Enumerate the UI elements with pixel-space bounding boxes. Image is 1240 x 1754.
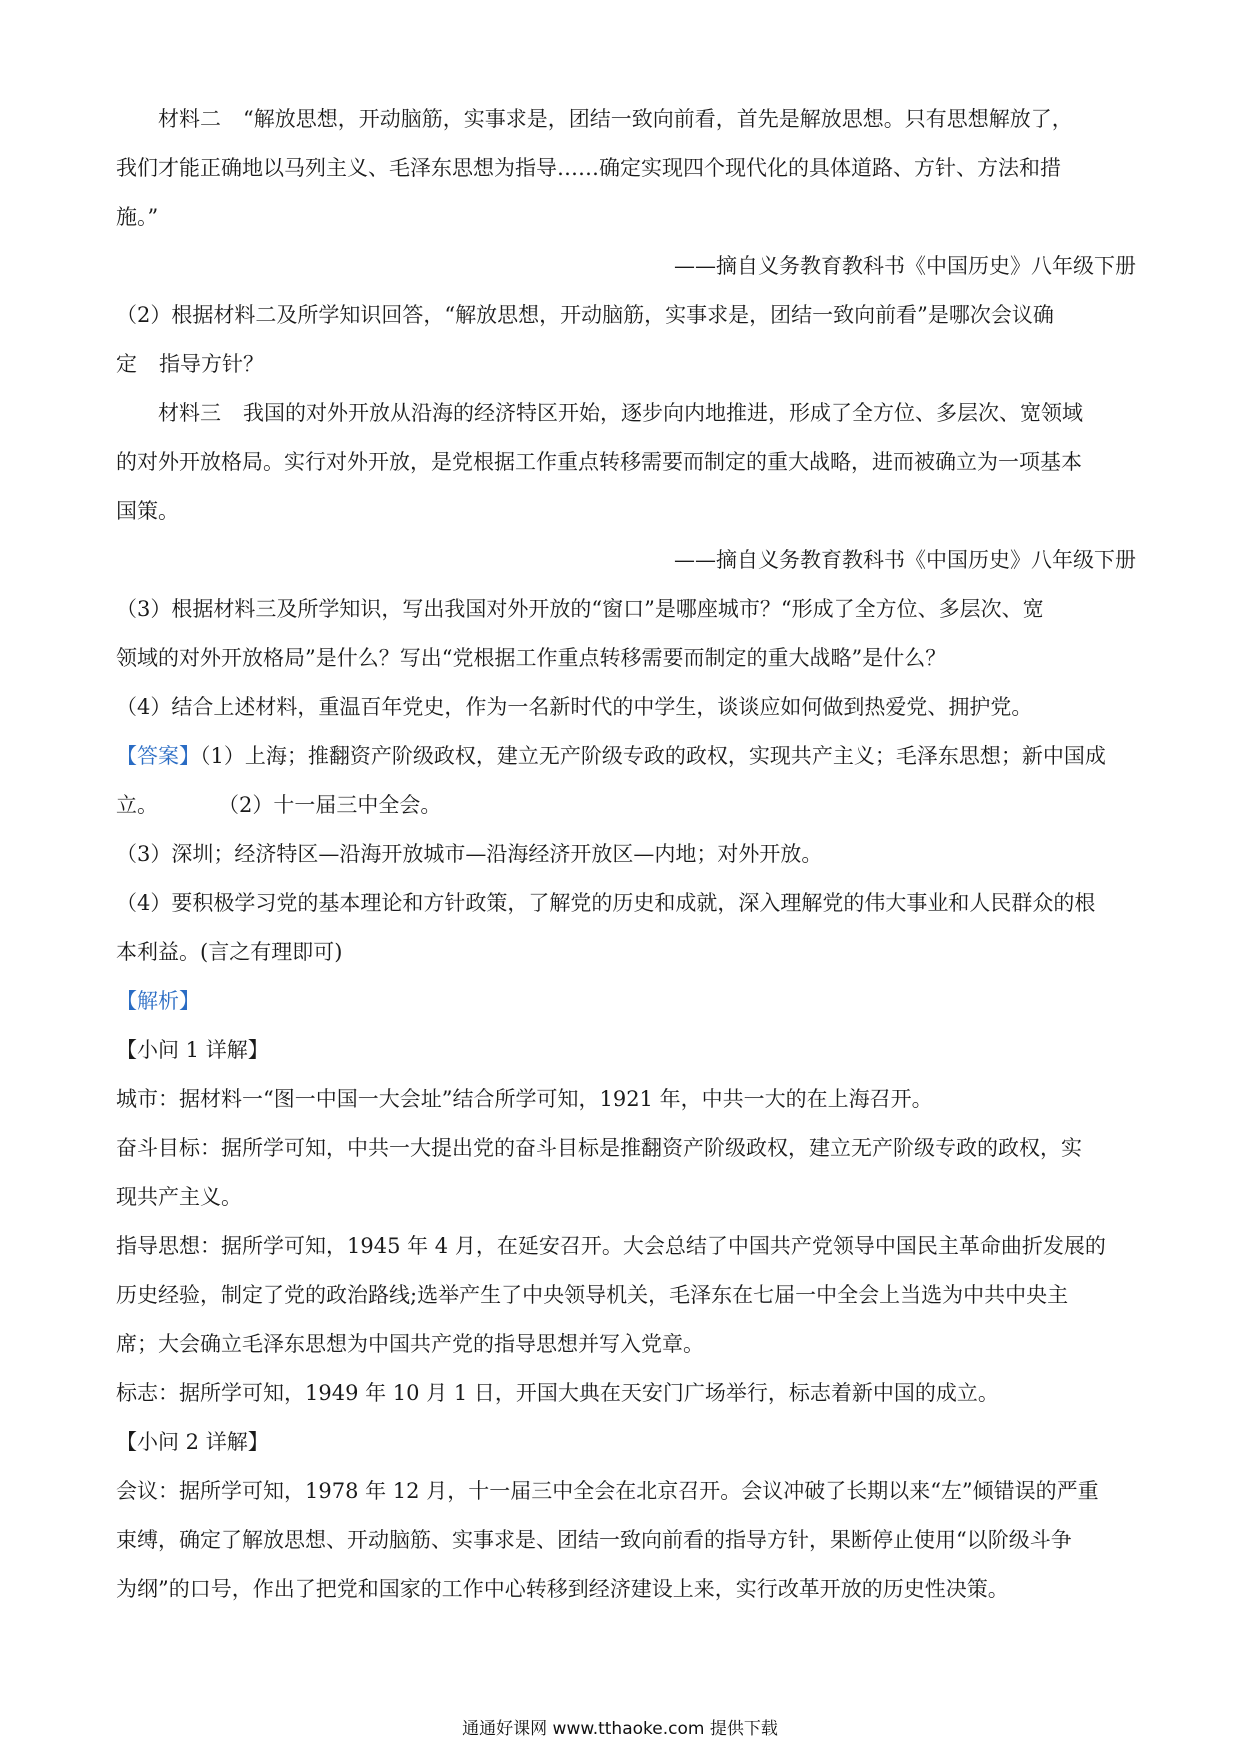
question3-line2: 领域的对外开放格局”是什么？写出“党根据工作重点转移需要而制定的重大战略”是什么？ [116,646,947,670]
analysis-guide-line1: 指导思想：据所学可知，1945 年 4 月，在延安召开。大会总结了中国共产党领导中国民主革命曲折发展的 [116,1234,1106,1258]
question3-line1: （3）根据材料三及所学知识，写出我国对外开放的“窗口”是哪座城市？“形成了全方位、多层次、宽 [116,597,1044,621]
material3-label: 材料三 [158,401,221,425]
answer-1-text1: （1）上海；推翻资产阶级政权，建立无产阶级专政的政权，实现共产主义；毛泽东思想；新中国成 [200,744,1106,768]
material2-line3: 施。” [116,205,159,229]
answer-4-line2: 本利益。(言之有理即可) [116,940,343,964]
document-body [116,95,1136,1614]
analysis-goal-line1: 奋斗目标：据所学可知，中共一大提出党的奋斗目标是推翻资产阶级政权，建立无产阶级专政的政权，实 [116,1136,1082,1160]
analysis-goal-line2: 现共产主义。 [116,1185,242,1209]
answer-tag: 【答案】 [116,744,200,768]
answer-line2 [116,781,1136,830]
answer-2-text: （2）十一届三中全会。 [218,793,442,817]
analysis-meeting-line2: 束缚，确定了解放思想、开动脑筋、实事求是、团结一致向前看的指导方针，果断停止使用“以阶级斗争 [116,1528,1072,1552]
material2-source: ——摘自义务教育教科书《中国历史》八年级下册 [674,254,1136,278]
material2-text1: “解放思想，开动脑筋，实事求是，团结一致向前看，首先是解放思想。只有思想解放了， [243,107,1073,131]
material2-line2: 我们才能正确地以马列主义、毛泽东思想为指导……确定实现四个现代化的具体道路、方针、方法和措 [116,156,1061,180]
analysis-q1-heading: 【小问 1 详解】 [116,1038,269,1062]
analysis-meeting-line3: 为纲”的口号，作出了把党和国家的工作中心转移到经济建设上来，实行改革开放的历史性决策。 [116,1577,1009,1601]
question4-line1: （4）结合上述材料，重温百年党史，作为一名新时代的中学生，谈谈应如何做到热爱党、拥护党。 [116,695,1033,719]
question2-text-a: 定 [116,352,137,376]
answer-3: （3）深圳；经济特区—沿海开放城市—沿海经济开放区—内地；对外开放。 [116,842,823,866]
analysis-city: 城市：据材料一“图一中国一大会址”结合所学可知，1921 年，中共一大的在上海召开。 [116,1087,933,1111]
answer-line1 [116,732,1136,781]
analysis-meeting-line1: 会议：据所学可知，1978 年 12 月，十一届三中全会在北京召开。会议冲破了长期以来“左”倾错误的严重 [116,1479,1099,1503]
question2-text-b: 指导方针？ [159,352,264,376]
answer-4-line1: （4）要积极学习党的基本理论和方针政策，了解党的历史和成就，深入理解党的伟大事业和人民群众的根 [116,891,1096,915]
material3-line2: 的对外开放格局。实行对外开放，是党根据工作重点转移需要而制定的重大战略，进而被确立为一项基本 [116,450,1082,474]
material2-label: 材料二 [158,107,221,131]
analysis-guide-line2: 历史经验，制定了党的政治路线;选举产生了中央领导机关，毛泽东在七届一中全会上当选为中共中央主 [116,1283,1069,1307]
answer-1-text2: 立。 [116,793,158,817]
page-footer: 通通好课网 www.tthaoke.com 提供下载 [462,1719,778,1739]
analysis-sign: 标志：据所学可知，1949 年 10 月 1 日，开国大典在天安门广场举行，标志着新中国的成立。 [116,1381,999,1405]
question2-line2 [116,340,1136,389]
material3-source: ——摘自义务教育教科书《中国历史》八年级下册 [674,548,1136,572]
material3-line1 [116,389,1136,438]
question2-line1: （2）根据材料二及所学知识回答，“解放思想，开动脑筋，实事求是，团结一致向前看”是哪次会议确 [116,303,1054,327]
material2-line1 [116,95,1136,144]
material3-text1: 我国的对外开放从沿海的经济特区开始，逐步向内地推进，形成了全方位、多层次、宽领域 [243,401,1083,425]
analysis-q2-heading: 【小问 2 详解】 [116,1430,269,1454]
analysis-tag: 【解析】 [116,989,200,1013]
analysis-guide-line3: 席；大会确立毛泽东思想为中国共产党的指导思想并写入党章。 [116,1332,704,1356]
material3-line3: 国策。 [116,499,179,523]
